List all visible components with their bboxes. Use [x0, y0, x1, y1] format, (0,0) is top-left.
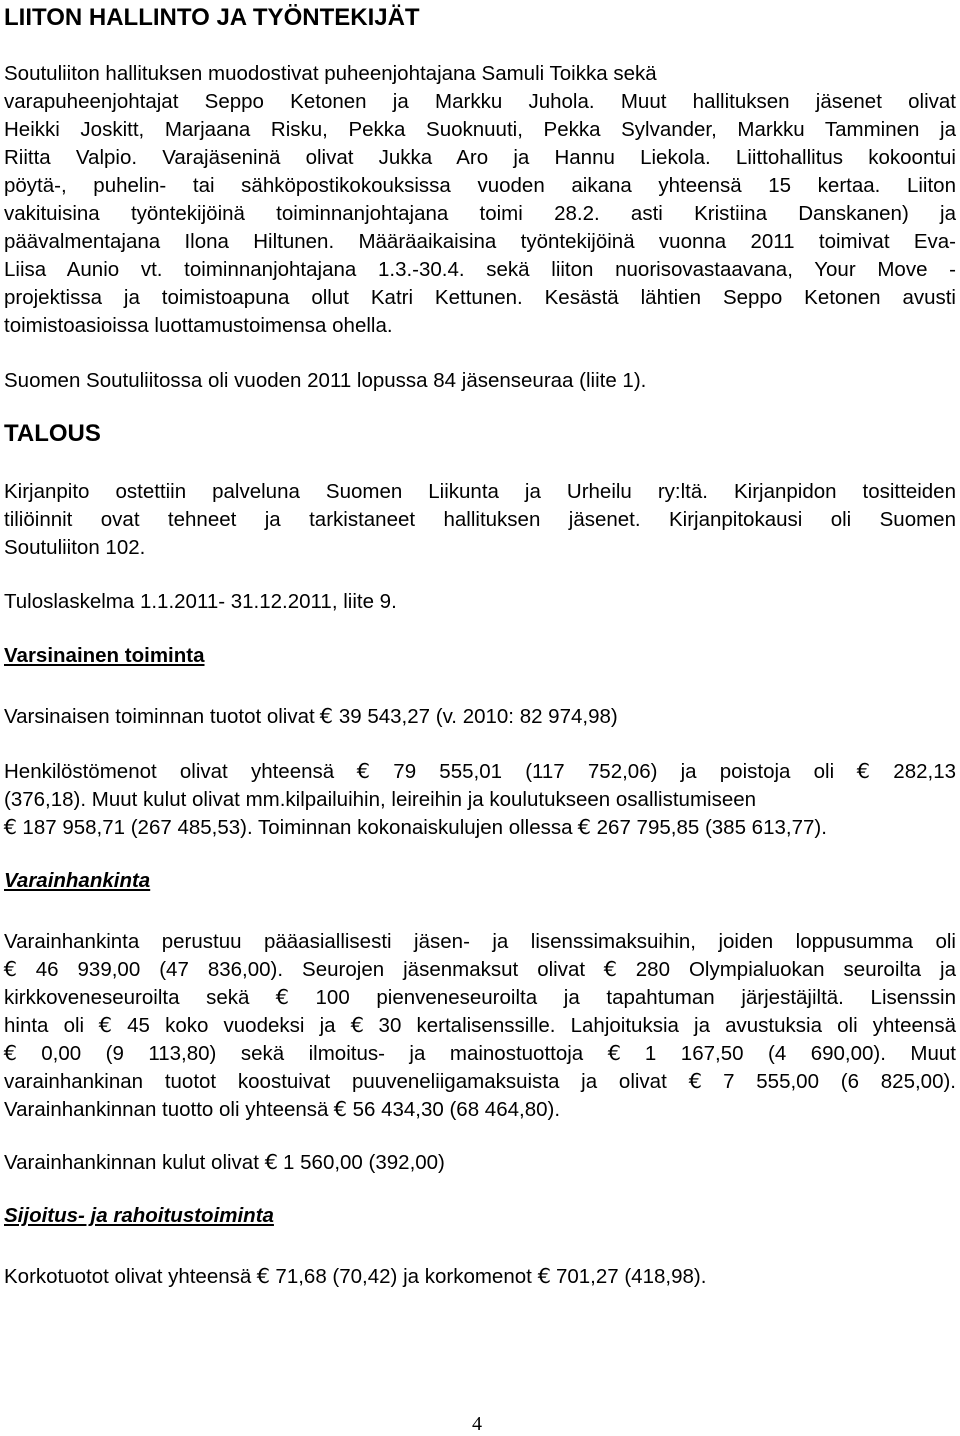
euro-icon: €	[275, 985, 290, 1009]
euro-icon: €	[350, 1013, 364, 1037]
korkotuotot-line: Korkotuotot olivat yhteensä € 71,68 (70,42) ja korkomenot € 701,27 (418,98).	[4, 1264, 707, 1288]
text-line: Heikki Joskitt, Marjaana Risku, Pekka Suoknuuti, Pekka Sylvander, Markku Tamminen ja	[4, 118, 956, 141]
euro-icon: €	[607, 1041, 621, 1065]
subheading-varainhankinta: Varainhankinta	[4, 869, 151, 892]
text-line: toimistoasioissa luottamustoimensa ohella.	[4, 314, 393, 337]
euro-icon: €	[603, 957, 618, 981]
text-line: Riitta Valpio. Varajäseninä olivat Jukka Aro ja Hannu Liekola. Liittohallitus kokoontui	[4, 146, 956, 169]
text-line: Soutuliiton 102.	[4, 536, 146, 559]
text-line: pöytä-, puhelin- tai sähköpostikokouksissa vuoden aikana yhteensä 15 kertaa. Liiton	[4, 174, 956, 197]
euro-icon: €	[320, 704, 334, 728]
text-line: tiliöinnit ovat tehneet ja tarkistaneet hallituksen jäsenet. Kirjanpitokausi oli Suomen	[4, 508, 956, 531]
text-line: Soutuliiton hallituksen muodostivat puheenjohtajana Samuli Toikka sekä	[4, 62, 657, 85]
text-line: vakituisina työntekijöinä toiminnanjohtajana toimi 28.2. asti Kristiina Danskanen) ja	[4, 202, 956, 225]
text-line: € 187 958,71 (267 485,53). Toiminnan kokonaiskulujen ollessa € 267 795,85 (385 613,77).	[3, 815, 827, 839]
text-line: hinta oli € 45 koko vuodeksi ja € 30 kertalisenssille. Lahjoituksia ja avustuksia oli yhteensä	[4, 1013, 956, 1037]
euro-icon: €	[264, 1150, 278, 1174]
text-line: projektissa ja toimistoapuna ollut Katri Kettunen. Kesästä lähtien Seppo Ketonen avusti	[4, 286, 956, 309]
euro-icon: €	[577, 815, 592, 839]
main-heading: LIITON HALLINTO JA TYÖNTEKIJÄT	[4, 4, 420, 31]
euro-icon: €	[537, 1264, 551, 1288]
varsinainen-tuotot-line: Varsinaisen toiminnan tuotot olivat € 39 543,27 (v. 2010: 82 974,98)	[4, 704, 618, 728]
text-line: Varainhankinnan tuotto oli yhteensä € 56 434,30 (68 464,80).	[4, 1097, 561, 1121]
tuloslaskelma-text: Tuloslaskelma 1.1.2011- 31.12.2011, liite 9.	[4, 590, 397, 613]
text-line: varainhankinan tuotot koostuivat puuveneliigamaksuista ja olivat € 7 555,00 (6 825,00).	[4, 1069, 956, 1093]
page-number: 4	[472, 1413, 482, 1435]
talous-heading: TALOUS	[4, 420, 101, 447]
euro-icon: €	[333, 1097, 348, 1121]
euro-icon: €	[98, 1013, 113, 1037]
text-line: päävalmentajana Ilona Hiltunen. Määräaikaisina työntekijöinä vuonna 2011 toimivat Eva-	[4, 230, 956, 253]
subheading-varsinainen: Varsinainen toiminta	[4, 644, 205, 667]
text-line: € 46 939,00 (47 836,00). Seurojen jäsenmaksut olivat € 280 Olympialuokan seuroilta ja	[3, 957, 956, 981]
text-line: Liisa Aunio vt. toiminnanjohtajana 1.3.-30.4. sekä liiton nuorisovastaavana, Your Move -	[4, 258, 956, 281]
euro-icon: €	[3, 957, 18, 981]
text-line: € 0,00 (9 113,80) sekä ilmoitus- ja mainostuottoja € 1 167,50 (4 690,00). Muut	[3, 1041, 956, 1065]
text-line: kirkkoveneseuroilta sekä € 100 pienveneseuroilta ja tapahtuman järjestäjiltä. Lisenssin	[4, 985, 957, 1009]
text-line: varapuheenjohtajat Seppo Ketonen ja Markku Juhola. Muut hallituksen jäsenet olivat	[4, 90, 956, 113]
euro-icon: €	[3, 815, 18, 839]
euro-icon: €	[357, 759, 371, 783]
member-clubs-text: Suomen Soutuliitossa oli vuoden 2011 lopussa 84 jäsenseuraa (liite 1).	[4, 369, 647, 392]
text-line: Varainhankinta perustuu pääasiallisesti jäsen- ja lisenssimaksuihin, joiden loppusumma oli	[4, 930, 956, 953]
text-line: Henkilöstömenot olivat yhteensä € 79 555,01 (117 752,06) ja poistoja oli € 282,13	[4, 759, 956, 783]
subheading-sijoitus: Sijoitus- ja rahoitustoiminta	[4, 1204, 274, 1227]
euro-icon: €	[688, 1069, 702, 1093]
euro-icon: €	[3, 1041, 18, 1065]
euro-icon: €	[256, 1264, 271, 1288]
euro-icon: €	[857, 759, 871, 783]
varainhankinta-kulut-line: Varainhankinnan kulut olivat € 1 560,00 (392,00)	[4, 1150, 445, 1174]
text-line: Kirjanpito ostettiin palveluna Suomen Liikunta ja Urheilu ry:ltä. Kirjanpidon tositteiden	[4, 480, 956, 503]
text-line: (376,18). Muut kulut olivat mm.kilpailuihin, leireihin ja koulutukseen osallistumiseen	[4, 788, 757, 811]
